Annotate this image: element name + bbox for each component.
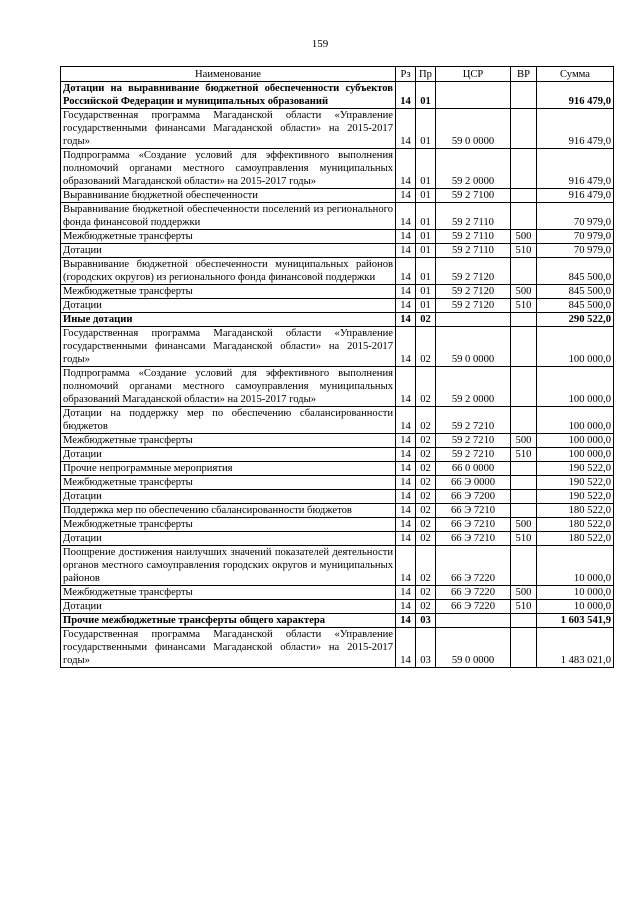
- cell-sum: 1 483 021,0: [537, 628, 614, 668]
- cell-rz: 14: [396, 258, 416, 285]
- cell-rz: 14: [396, 407, 416, 434]
- table-row: [61, 476, 614, 490]
- cell-csr: 59 0 0000: [436, 109, 511, 149]
- cell-csr: 59 2 7120: [436, 258, 511, 285]
- cell-sum: 190 522,0: [537, 462, 614, 476]
- cell-rz: 14: [396, 518, 416, 532]
- header-pr: Пр: [416, 67, 436, 82]
- cell-name: Выравнивание бюджетной обеспеченности муниципальных районов (городских округов) из регионального фонда финансовой поддержки: [61, 258, 396, 285]
- cell-pr: 02: [416, 327, 436, 367]
- cell-rz: 14: [396, 230, 416, 244]
- cell-name: Дотации: [61, 299, 396, 313]
- header-vr: ВР: [511, 67, 537, 82]
- cell-rz: 14: [396, 327, 416, 367]
- cell-vr: [511, 149, 537, 189]
- cell-sum: 180 522,0: [537, 532, 614, 546]
- cell-pr: 02: [416, 407, 436, 434]
- cell-pr: 01: [416, 258, 436, 285]
- cell-vr: [511, 407, 537, 434]
- cell-csr: 59 2 0000: [436, 367, 511, 407]
- cell-name: Дотации на выравнивание бюджетной обеспеченности субъектов Российской Федерации и муниципальных образований: [61, 82, 396, 109]
- cell-name: Прочие непрограммные мероприятия: [61, 462, 396, 476]
- cell-name: Межбюджетные трансферты: [61, 230, 396, 244]
- cell-rz: 14: [396, 628, 416, 668]
- cell-pr: 02: [416, 490, 436, 504]
- table-row: [61, 149, 614, 189]
- cell-sum: 100 000,0: [537, 434, 614, 448]
- cell-csr: 66 Э 7220: [436, 546, 511, 586]
- cell-rz: 14: [396, 476, 416, 490]
- cell-csr: 59 2 7110: [436, 203, 511, 230]
- cell-rz: 14: [396, 434, 416, 448]
- table-row: [61, 586, 614, 600]
- cell-vr: [511, 313, 537, 327]
- cell-sum: 100 000,0: [537, 407, 614, 434]
- cell-vr: [511, 109, 537, 149]
- cell-csr: 66 Э 7220: [436, 600, 511, 614]
- table-row: [61, 407, 614, 434]
- cell-rz: 14: [396, 203, 416, 230]
- cell-rz: 14: [396, 82, 416, 109]
- cell-csr: 66 Э 7210: [436, 518, 511, 532]
- cell-name: Иные дотации: [61, 313, 396, 327]
- cell-vr: [511, 203, 537, 230]
- table-row: [61, 434, 614, 448]
- table-row: [61, 82, 614, 109]
- cell-pr: 01: [416, 230, 436, 244]
- cell-csr: [436, 614, 511, 628]
- cell-sum: 845 500,0: [537, 299, 614, 313]
- cell-pr: 02: [416, 313, 436, 327]
- cell-pr: 02: [416, 367, 436, 407]
- cell-name: Государственная программа Магаданской области «Управление государственными финансами Магаданской области» на 2015-2017 годы»: [61, 327, 396, 367]
- cell-vr: 500: [511, 586, 537, 600]
- cell-csr: 66 Э 7210: [436, 532, 511, 546]
- cell-sum: 100 000,0: [537, 448, 614, 462]
- cell-vr: [511, 546, 537, 586]
- cell-name: Межбюджетные трансферты: [61, 586, 396, 600]
- cell-sum: 845 500,0: [537, 285, 614, 299]
- cell-vr: 500: [511, 434, 537, 448]
- cell-sum: 916 479,0: [537, 149, 614, 189]
- cell-pr: 02: [416, 586, 436, 600]
- cell-rz: 14: [396, 532, 416, 546]
- cell-pr: 02: [416, 518, 436, 532]
- table-row: [61, 258, 614, 285]
- cell-sum: 916 479,0: [537, 82, 614, 109]
- cell-pr: 01: [416, 82, 436, 109]
- table-row: [61, 532, 614, 546]
- cell-pr: 01: [416, 244, 436, 258]
- cell-pr: 02: [416, 546, 436, 586]
- cell-name: Дотации: [61, 600, 396, 614]
- cell-pr: 03: [416, 628, 436, 668]
- table-row: [61, 203, 614, 230]
- cell-csr: 59 0 0000: [436, 628, 511, 668]
- cell-name: Межбюджетные трансферты: [61, 434, 396, 448]
- cell-rz: 14: [396, 546, 416, 586]
- cell-sum: 845 500,0: [537, 258, 614, 285]
- cell-name: Дотации: [61, 490, 396, 504]
- cell-name: Подпрограмма «Создание условий для эффективного выполнения полномочий органами местного самоуправления муниципальных образований Магаданской области» на 2015-2017 годы»: [61, 367, 396, 407]
- cell-pr: 01: [416, 109, 436, 149]
- budget-table: [60, 66, 614, 668]
- cell-csr: 59 2 7120: [436, 285, 511, 299]
- cell-vr: [511, 490, 537, 504]
- header-rz: Рз: [396, 67, 416, 82]
- cell-sum: 100 000,0: [537, 367, 614, 407]
- table-row: [61, 628, 614, 668]
- table-header-row: [61, 67, 614, 82]
- cell-name: Выравнивание бюджетной обеспеченности: [61, 189, 396, 203]
- cell-csr: 59 2 7210: [436, 448, 511, 462]
- cell-sum: 10 000,0: [537, 546, 614, 586]
- cell-vr: [511, 628, 537, 668]
- cell-pr: 01: [416, 203, 436, 230]
- table-row: [61, 600, 614, 614]
- cell-sum: 70 979,0: [537, 230, 614, 244]
- cell-rz: 14: [396, 614, 416, 628]
- table-row: [61, 518, 614, 532]
- table-row: [61, 546, 614, 586]
- page-number: 159: [311, 38, 329, 50]
- cell-name: Прочие межбюджетные трансферты общего характера: [61, 614, 396, 628]
- cell-csr: 66 0 0000: [436, 462, 511, 476]
- cell-vr: 500: [511, 285, 537, 299]
- cell-rz: 14: [396, 189, 416, 203]
- cell-csr: 59 2 7210: [436, 434, 511, 448]
- cell-pr: 01: [416, 189, 436, 203]
- cell-csr: 59 2 7100: [436, 189, 511, 203]
- cell-name: Подпрограмма «Создание условий для эффективного выполнения полномочий органами местного самоуправления муниципальных образований Магаданской области» на 2015-2017 годы»: [61, 149, 396, 189]
- cell-csr: 59 2 7110: [436, 230, 511, 244]
- cell-vr: [511, 614, 537, 628]
- cell-vr: 510: [511, 244, 537, 258]
- cell-csr: [436, 82, 511, 109]
- cell-sum: 180 522,0: [537, 518, 614, 532]
- cell-rz: 14: [396, 490, 416, 504]
- cell-name: Межбюджетные трансферты: [61, 476, 396, 490]
- cell-name: Государственная программа Магаданской области «Управление государственными финансами Магаданской области» на 2015-2017 годы»: [61, 109, 396, 149]
- cell-csr: 59 2 7210: [436, 407, 511, 434]
- cell-vr: 500: [511, 518, 537, 532]
- cell-sum: 916 479,0: [537, 109, 614, 149]
- cell-csr: 59 0 0000: [436, 327, 511, 367]
- cell-sum: 916 479,0: [537, 189, 614, 203]
- cell-sum: 10 000,0: [537, 586, 614, 600]
- table-row: [61, 367, 614, 407]
- cell-name: Дотации на поддержку мер по обеспечению сбалансированности бюджетов: [61, 407, 396, 434]
- cell-sum: 180 522,0: [537, 504, 614, 518]
- cell-csr: 66 Э 0000: [436, 476, 511, 490]
- cell-vr: 510: [511, 532, 537, 546]
- cell-name: Поддержка мер по обеспечению сбалансированности бюджетов: [61, 504, 396, 518]
- cell-sum: 190 522,0: [537, 490, 614, 504]
- cell-pr: 03: [416, 614, 436, 628]
- cell-csr: 66 Э 7210: [436, 504, 511, 518]
- cell-pr: 02: [416, 434, 436, 448]
- cell-pr: 02: [416, 462, 436, 476]
- cell-pr: 01: [416, 149, 436, 189]
- cell-sum: 1 603 541,9: [537, 614, 614, 628]
- cell-name: Межбюджетные трансферты: [61, 518, 396, 532]
- table-row: [61, 490, 614, 504]
- cell-name: Выравнивание бюджетной обеспеченности поселений из регионального фонда финансовой поддержки: [61, 203, 396, 230]
- cell-csr: 59 2 7110: [436, 244, 511, 258]
- cell-pr: 02: [416, 476, 436, 490]
- table-row: [61, 189, 614, 203]
- cell-rz: 14: [396, 149, 416, 189]
- cell-name: Дотации: [61, 532, 396, 546]
- table-row: [61, 244, 614, 258]
- cell-vr: [511, 367, 537, 407]
- cell-name: Дотации: [61, 448, 396, 462]
- cell-sum: 290 522,0: [537, 313, 614, 327]
- cell-rz: 14: [396, 299, 416, 313]
- cell-rz: 14: [396, 109, 416, 149]
- cell-sum: 70 979,0: [537, 203, 614, 230]
- cell-pr: 02: [416, 448, 436, 462]
- cell-rz: 14: [396, 244, 416, 258]
- table-row: [61, 299, 614, 313]
- header-name: Наименование: [61, 67, 396, 82]
- cell-pr: 01: [416, 299, 436, 313]
- cell-sum: 190 522,0: [537, 476, 614, 490]
- cell-vr: 510: [511, 600, 537, 614]
- cell-rz: 14: [396, 586, 416, 600]
- table-row: [61, 327, 614, 367]
- table-row: [61, 109, 614, 149]
- cell-vr: [511, 189, 537, 203]
- cell-name: Дотации: [61, 244, 396, 258]
- cell-rz: 14: [396, 313, 416, 327]
- cell-csr: 66 Э 7200: [436, 490, 511, 504]
- table-row: [61, 614, 614, 628]
- cell-pr: 01: [416, 285, 436, 299]
- cell-name: Межбюджетные трансферты: [61, 285, 396, 299]
- cell-vr: 500: [511, 230, 537, 244]
- cell-rz: 14: [396, 367, 416, 407]
- cell-sum: 70 979,0: [537, 244, 614, 258]
- cell-rz: 14: [396, 462, 416, 476]
- cell-csr: 66 Э 7220: [436, 586, 511, 600]
- table-row: [61, 504, 614, 518]
- table-row: [61, 462, 614, 476]
- header-sum: Сумма: [537, 67, 614, 82]
- cell-vr: [511, 476, 537, 490]
- table-row: [61, 230, 614, 244]
- table-row: [61, 313, 614, 327]
- cell-vr: 510: [511, 299, 537, 313]
- cell-vr: [511, 462, 537, 476]
- cell-pr: 02: [416, 504, 436, 518]
- cell-csr: 59 2 7120: [436, 299, 511, 313]
- table-row: [61, 448, 614, 462]
- cell-rz: 14: [396, 600, 416, 614]
- cell-rz: 14: [396, 504, 416, 518]
- cell-csr: [436, 313, 511, 327]
- header-csr: ЦСР: [436, 67, 511, 82]
- cell-csr: 59 2 0000: [436, 149, 511, 189]
- cell-vr: 510: [511, 448, 537, 462]
- cell-vr: [511, 82, 537, 109]
- cell-rz: 14: [396, 285, 416, 299]
- cell-vr: [511, 504, 537, 518]
- cell-vr: [511, 327, 537, 367]
- cell-pr: 02: [416, 532, 436, 546]
- cell-name: Поощрение достижения наилучших значений показателей деятельности органов местного самоуправления городских округов и муниципальных районов: [61, 546, 396, 586]
- table-row: [61, 285, 614, 299]
- cell-sum: 100 000,0: [537, 327, 614, 367]
- cell-name: Государственная программа Магаданской области «Управление государственными финансами Магаданской области» на 2015-2017 годы»: [61, 628, 396, 668]
- cell-pr: 02: [416, 600, 436, 614]
- cell-sum: 10 000,0: [537, 600, 614, 614]
- cell-rz: 14: [396, 448, 416, 462]
- cell-vr: [511, 258, 537, 285]
